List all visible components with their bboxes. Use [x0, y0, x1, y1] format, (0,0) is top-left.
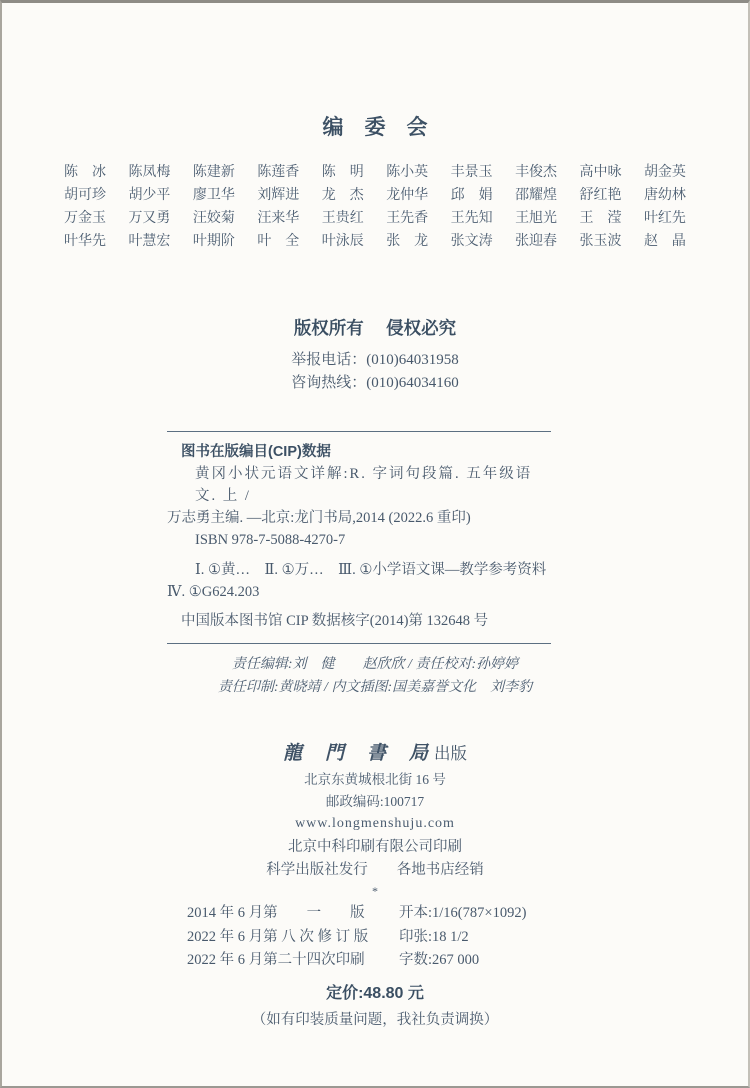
printer-line: 北京中科印刷有限公司印刷: [288, 839, 462, 855]
committee-row: [64, 184, 686, 207]
publisher-website: www.longmenshuju.com: [295, 816, 455, 831]
edition-date: 2014 年 6 月第 一 版: [187, 905, 365, 921]
committee-name: 舒红艳: [579, 188, 622, 203]
committee-name: 陈莲香: [257, 165, 300, 180]
credits-editors: 责任编辑:刘 健 赵欣欣 / 责任校对:孙婷婷: [231, 657, 519, 672]
committee-name: 王先香: [386, 211, 429, 226]
contact-block: [2, 349, 748, 395]
committee-name-list: [64, 161, 686, 253]
publisher-logo-line: [2, 741, 748, 768]
committee-name: 高中咏: [579, 165, 622, 180]
cip-title-line: 黄冈小状元语文详解:R. 字词句段篇. 五年级语文. 上 /: [195, 466, 533, 504]
revision-date: 2022 年 6 月第 八 次 修 订 版: [187, 928, 369, 945]
copyright-notice: 版权所有 侵权必究: [293, 318, 457, 338]
committee-name: 张玉波: [579, 234, 622, 249]
committee-name: 王先知: [450, 211, 493, 226]
report-phone: 举报电话：(010)64031958: [291, 352, 459, 368]
edition-row: [187, 926, 527, 950]
committee-row: [64, 230, 686, 253]
publisher-postcode: 邮政编码:100717: [325, 794, 425, 809]
committee-name: 胡金英: [643, 165, 686, 180]
committee-name: 赵 晶: [643, 234, 686, 249]
cip-classification-line: Ⅰ. ①黄… Ⅱ. ①万… Ⅲ. ①小学语文课—教学参考资料: [195, 562, 547, 578]
committee-name: 唐幼林: [643, 188, 686, 203]
committee-name: 叶红先: [643, 211, 686, 226]
sheets-spec: 印张:18 1/2: [399, 928, 469, 945]
committee-name: 叶 全: [257, 234, 300, 249]
committee-name: 丰俊杰: [515, 165, 558, 180]
cip-header: 图书在版编目(CIP)数据: [181, 444, 331, 460]
committee-name: 汪姣菊: [192, 211, 235, 226]
committee-name: 王贵红: [321, 211, 364, 226]
committee-name: 邱 娟: [450, 188, 493, 203]
publisher-address: 北京东黄城根北街 16 号: [304, 772, 446, 787]
committee-name: 陈 冰: [64, 165, 106, 180]
committee-name: 万金玉: [64, 211, 106, 226]
publisher-logo: 龍 門 書 局: [282, 743, 430, 764]
committee-name: 胡少平: [128, 188, 171, 203]
publish-label: 出版: [434, 744, 467, 763]
staff-credits: [2, 653, 748, 699]
separator-star: *: [372, 884, 378, 898]
committee-name: 龙 杰: [321, 188, 364, 203]
cip-data-box: [167, 431, 551, 644]
committee-name: 汪来华: [257, 211, 300, 226]
committee-name: 陈建新: [192, 165, 235, 180]
committee-name: 王 滢: [579, 211, 622, 226]
cip-publisher-line: 万志勇主编. —北京:龙门书局,2014 (2022.6 重印): [167, 510, 471, 526]
quality-note: （如有印装质量问题，我社负责调换）: [251, 1011, 499, 1028]
committee-name: 叶期阶: [192, 234, 235, 249]
committee-name: 叶泳辰: [321, 234, 364, 249]
committee-row: [64, 207, 686, 230]
committee-name: 邵耀煌: [515, 188, 558, 203]
committee-name: 丰景玉: [450, 165, 493, 180]
committee-name: 张迎春: [515, 234, 558, 249]
edition-info: [187, 902, 527, 973]
cip-record-number: 中国版本图书馆 CIP 数据核字(2014)第 132648 号: [181, 613, 489, 629]
committee-name: 陈 明: [321, 165, 364, 180]
committee-name: 廖卫华: [192, 188, 235, 203]
price-line: 定价:48.80 元: [326, 984, 424, 1002]
publisher-block: [2, 741, 748, 881]
committee-name: 叶慧宏: [128, 234, 171, 249]
committee-name: 胡可珍: [64, 188, 106, 203]
committee-name: 陈凤梅: [128, 165, 171, 180]
printing-date: 2022 年 6 月第二十四次印刷: [187, 952, 365, 968]
distribution-line: 科学出版社发行 各地书店经销: [266, 862, 484, 878]
cip-isbn: ISBN 978-7-5088-4270-7: [195, 532, 346, 548]
format-spec: 开本:1/16(787×1092): [399, 905, 527, 921]
word-count: 字数:267 000: [399, 952, 480, 968]
committee-name: 张文涛: [450, 234, 493, 249]
hotline-phone: 咨询热线：(010)64034160: [291, 375, 459, 391]
committee-row: [64, 161, 686, 184]
credits-printing: 责任印制:黄晓靖 / 内文插图:国美嘉誉文化 刘李豹: [217, 680, 533, 695]
committee-name: 叶华先: [64, 234, 106, 249]
committee-name: 刘辉进: [257, 188, 300, 203]
committee-name: 龙仲华: [386, 188, 429, 203]
committee-name: 陈小英: [386, 165, 429, 180]
committee-name: 王旭光: [515, 211, 558, 226]
edition-row: [187, 949, 527, 973]
committee-name: 万又勇: [128, 211, 171, 226]
cip-class-number: Ⅳ. ①G624.203: [167, 584, 260, 600]
committee-name: 张 龙: [386, 234, 429, 249]
edition-row: [187, 902, 527, 926]
committee-title: 编 委 会: [322, 116, 428, 139]
